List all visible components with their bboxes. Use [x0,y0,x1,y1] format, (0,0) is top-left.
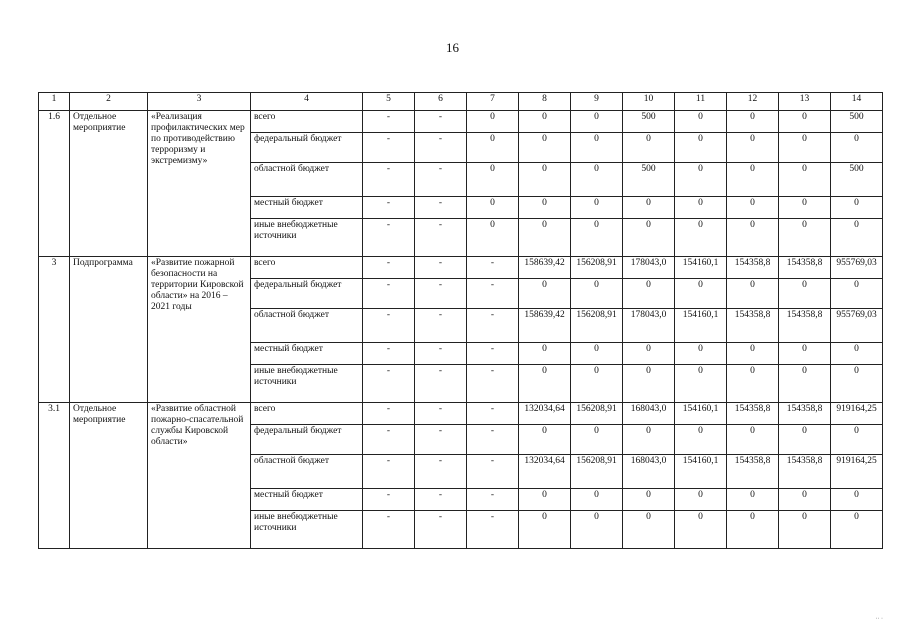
value-cell: 178043,0 [623,309,675,343]
value-cell: 0 [467,111,519,133]
value-cell: - [415,197,467,219]
value-cell: 0 [831,343,883,365]
value-cell: 154358,8 [779,309,831,343]
column-header: 4 [251,93,363,111]
value-cell: 0 [519,425,571,455]
value-cell: 919164,25 [831,455,883,489]
funding-source: федеральный бюджет [251,133,363,163]
value-cell: - [415,425,467,455]
value-cell: - [363,163,415,197]
group-type: Подпрограмма [70,257,148,403]
value-cell: 0 [779,279,831,309]
value-cell: - [363,425,415,455]
value-cell: 156208,91 [571,257,623,279]
value-cell: 178043,0 [623,257,675,279]
value-cell: - [467,279,519,309]
value-cell: 0 [675,489,727,511]
value-cell: 0 [623,425,675,455]
value-cell: - [363,111,415,133]
value-cell: 0 [831,511,883,549]
value-cell: 154358,8 [727,309,779,343]
value-cell: - [363,365,415,403]
value-cell: 156208,91 [571,309,623,343]
value-cell: - [363,279,415,309]
value-cell: 0 [727,511,779,549]
value-cell: 0 [779,511,831,549]
column-header: 5 [363,93,415,111]
value-cell: 158639,42 [519,309,571,343]
budget-table [38,92,883,549]
table-row [39,257,883,279]
group-name: «Реализация профилактических мер по противодействию терроризму и экстремизму» [148,111,251,257]
value-cell: 0 [675,425,727,455]
value-cell: 0 [571,111,623,133]
value-cell: 0 [779,343,831,365]
value-cell: 0 [727,111,779,133]
value-cell: - [363,489,415,511]
value-cell: 0 [727,197,779,219]
value-cell: 0 [571,511,623,549]
value-cell: 0 [571,425,623,455]
funding-source: областной бюджет [251,455,363,489]
value-cell: 0 [779,163,831,197]
group-name: «Развитие пожарной безопасности на территории Кировской области» на 2016 – 2021 годы [148,257,251,403]
value-cell: 0 [675,197,727,219]
value-cell: - [415,257,467,279]
table-row [39,111,883,133]
value-cell: - [467,309,519,343]
funding-source: всего [251,257,363,279]
value-cell: 0 [831,489,883,511]
value-cell: 154358,8 [779,455,831,489]
value-cell: 0 [467,163,519,197]
funding-source: федеральный бюджет [251,425,363,455]
funding-source: местный бюджет [251,489,363,511]
value-cell: - [415,455,467,489]
value-cell: 0 [519,511,571,549]
column-header: 12 [727,93,779,111]
table-row [39,403,883,425]
value-cell: 0 [831,365,883,403]
value-cell: 154160,1 [675,455,727,489]
value-cell: 0 [571,343,623,365]
value-cell: 0 [571,133,623,163]
value-cell: 0 [623,511,675,549]
value-cell: 0 [831,197,883,219]
value-cell: - [363,309,415,343]
value-cell: 0 [727,279,779,309]
page-number: 16 [446,40,459,55]
value-cell: 154358,8 [727,403,779,425]
funding-source: местный бюджет [251,197,363,219]
value-cell: 132034,64 [519,403,571,425]
funding-source: областной бюджет [251,163,363,197]
value-cell: 0 [623,219,675,257]
value-cell: 955769,03 [831,257,883,279]
funding-source: всего [251,111,363,133]
value-cell: 0 [519,343,571,365]
column-header: 14 [831,93,883,111]
value-cell: - [363,219,415,257]
value-cell: 0 [831,219,883,257]
value-cell: 0 [675,511,727,549]
value-cell: 154160,1 [675,403,727,425]
value-cell: 0 [467,133,519,163]
column-header: 9 [571,93,623,111]
group-type: Отдельное мероприятие [70,111,148,257]
value-cell: 0 [831,425,883,455]
column-header: 11 [675,93,727,111]
value-cell: 0 [519,219,571,257]
value-cell: 154160,1 [675,257,727,279]
value-cell: 154358,8 [727,455,779,489]
column-header: 3 [148,93,251,111]
value-cell: 0 [727,425,779,455]
scan-mark: ·· · [875,616,883,622]
funding-source: федеральный бюджет [251,279,363,309]
value-cell: - [415,365,467,403]
value-cell: 0 [623,279,675,309]
value-cell: 0 [779,365,831,403]
value-cell: 0 [779,111,831,133]
value-cell: 0 [623,343,675,365]
value-cell: 0 [571,163,623,197]
value-cell: 0 [727,343,779,365]
value-cell: 500 [831,111,883,133]
value-cell: 0 [467,219,519,257]
value-cell: 0 [623,197,675,219]
column-header: 8 [519,93,571,111]
column-header: 6 [415,93,467,111]
value-cell: 0 [623,489,675,511]
value-cell: 0 [675,163,727,197]
value-cell: 500 [623,111,675,133]
value-cell: - [467,425,519,455]
value-cell: 0 [727,133,779,163]
value-cell: 168043,0 [623,403,675,425]
value-cell: 0 [675,111,727,133]
value-cell: 154160,1 [675,309,727,343]
value-cell: 0 [571,489,623,511]
value-cell: 0 [519,197,571,219]
value-cell: 154358,8 [727,257,779,279]
value-cell: 0 [571,197,623,219]
value-cell: - [467,511,519,549]
value-cell: 0 [571,219,623,257]
value-cell: 0 [519,489,571,511]
value-cell: - [363,133,415,163]
value-cell: 955769,03 [831,309,883,343]
funding-source: иные внебюджетные источники [251,365,363,403]
value-cell: 0 [779,425,831,455]
value-cell: - [415,163,467,197]
value-cell: - [363,455,415,489]
column-header: 7 [467,93,519,111]
value-cell: - [415,403,467,425]
value-cell: - [363,403,415,425]
value-cell: 0 [519,163,571,197]
value-cell: 0 [727,219,779,257]
value-cell: - [467,489,519,511]
value-cell: 0 [675,365,727,403]
value-cell: - [415,133,467,163]
value-cell: 0 [675,219,727,257]
value-cell: - [467,403,519,425]
value-cell: 0 [675,279,727,309]
funding-source: областной бюджет [251,309,363,343]
value-cell: 0 [571,279,623,309]
value-cell: - [467,257,519,279]
group-type: Отдельное мероприятие [70,403,148,549]
value-cell: 0 [727,489,779,511]
group-code: 1.6 [39,111,70,257]
value-cell: 0 [519,111,571,133]
value-cell: 0 [623,365,675,403]
value-cell: 0 [519,279,571,309]
value-cell: - [363,511,415,549]
value-cell: 0 [779,197,831,219]
value-cell: - [415,489,467,511]
funding-source: всего [251,403,363,425]
value-cell: - [363,197,415,219]
value-cell: - [363,343,415,365]
value-cell: - [467,455,519,489]
value-cell: 0 [571,365,623,403]
value-cell: 0 [675,343,727,365]
value-cell: 0 [623,133,675,163]
value-cell: 500 [831,163,883,197]
column-header: 13 [779,93,831,111]
column-header: 10 [623,93,675,111]
value-cell: 500 [623,163,675,197]
column-header: 1 [39,93,70,111]
funding-source: иные внебюджетные источники [251,511,363,549]
value-cell: 0 [727,163,779,197]
value-cell: - [415,111,467,133]
funding-source: местный бюджет [251,343,363,365]
table-body [39,111,883,549]
value-cell: - [415,343,467,365]
value-cell: 158639,42 [519,257,571,279]
value-cell: 0 [727,365,779,403]
group-code: 3 [39,257,70,403]
value-cell: 0 [779,133,831,163]
value-cell: 154358,8 [779,403,831,425]
value-cell: - [415,219,467,257]
value-cell: 0 [779,489,831,511]
value-cell: 0 [467,197,519,219]
group-code: 3.1 [39,403,70,549]
value-cell: - [415,511,467,549]
value-cell: 0 [779,219,831,257]
value-cell: 156208,91 [571,455,623,489]
value-cell: 132034,64 [519,455,571,489]
funding-source: иные внебюджетные источники [251,219,363,257]
value-cell: 0 [675,133,727,163]
value-cell: - [467,365,519,403]
value-cell: - [415,279,467,309]
value-cell: 156208,91 [571,403,623,425]
value-cell: 919164,25 [831,403,883,425]
value-cell: 0 [519,365,571,403]
value-cell: - [363,257,415,279]
column-header: 2 [70,93,148,111]
value-cell: - [415,309,467,343]
value-cell: 0 [831,279,883,309]
column-number-row [39,93,883,111]
group-name: «Развитие областной пожарно-спасательной службы Кировской области» [148,403,251,549]
value-cell: 0 [519,133,571,163]
value-cell: - [467,343,519,365]
value-cell: 168043,0 [623,455,675,489]
value-cell: 0 [831,133,883,163]
value-cell: 154358,8 [779,257,831,279]
